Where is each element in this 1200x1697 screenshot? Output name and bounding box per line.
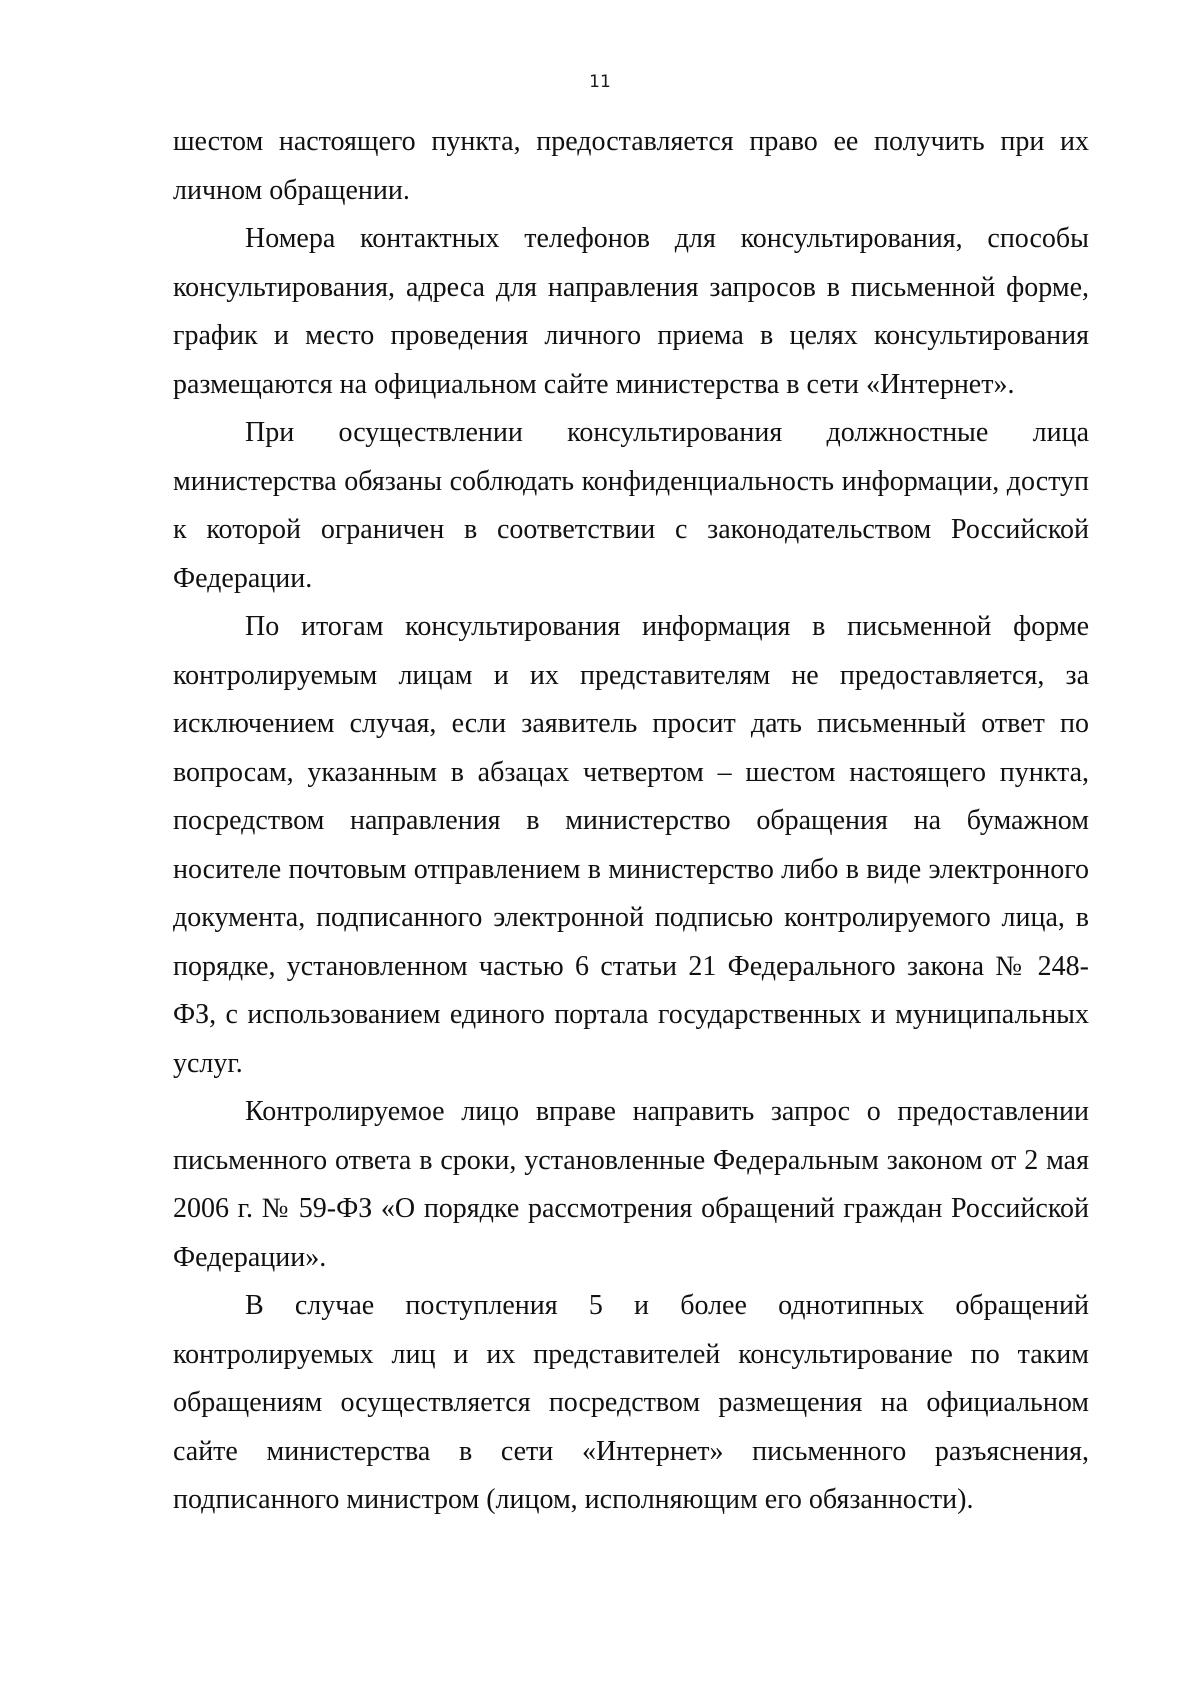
paragraph-similar-requests: В случае поступления 5 и более однотипных обращений контролируемых лиц и их представителей консультирование по таким обращениям осуществляется посредством размещения на официальном сайте министерства в сети «Интернет» письменного разъяснения, подписанного министром (лицом, исполняющим его обязанности). [173, 1290, 1089, 1515]
paragraph-confidentiality: При осуществлении консультирования должностные лица министерства обязаны соблюдать конфиденциальность информации, доступ к которой ограничен в соответствии с законодательством Российской Федерации. [173, 417, 1089, 594]
paragraph-request-terms: Контролируемое лицо вправе направить запрос о предоставлении письменного ответа в сроки, установленные Федеральным законом от 2 мая 2006 г. № 59-ФЗ «О порядке рассмотрения обращений граждан Российской Федерации». [173, 1096, 1089, 1273]
page-number: 11 [589, 72, 611, 92]
document-body [173, 118, 1089, 1525]
paragraph-contact-info: Номера контактных телефонов для консультирования, способы консультирования, адреса для направления запросов в письменной форме, график и место проведения личного приема в целях консультирования размещаются на официальном сайте министерства в сети «Интернет». [173, 223, 1089, 400]
paragraph-continuation: шестом настоящего пункта, предоставляется право ее получить при их личном обращении. [173, 126, 1089, 206]
paragraph-written-answer: По итогам консультирования информация в письменной форме контролируемым лицам и их представителям не предоставляется, за исключением случая, если заявитель просит дать письменный ответ по вопросам, указанным в абзацах четвертом – шестом настоящего пункта, посредством направления в министерство обращения на бумажном носителе почтовым отправлением в министерство либо в виде электронного документа, подписанного электронной подписью контролируемого лица, в порядке, установленном частью 6 статьи 21 Федерального закона № 248-ФЗ, с использованием единого портала государственных и муниципальных услуг. [173, 611, 1089, 1079]
